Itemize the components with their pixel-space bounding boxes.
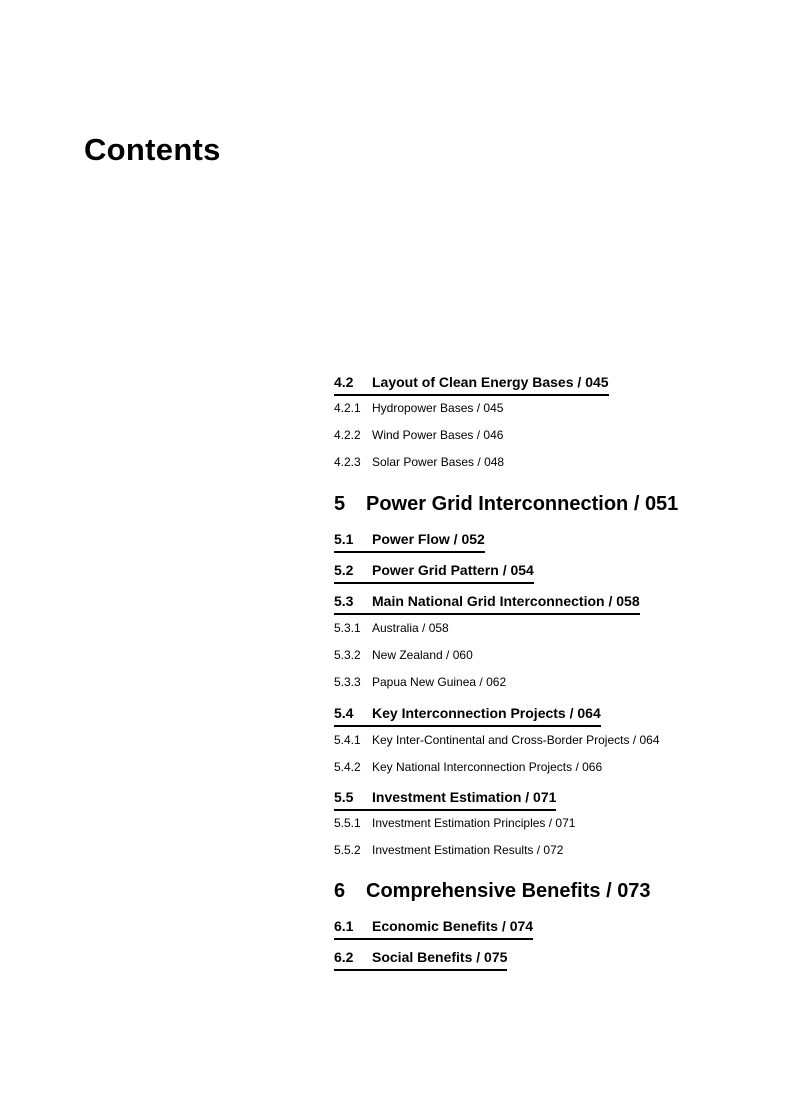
toc-entry-5-5-1: [334, 816, 575, 830]
toc-entry-number: 5.5.1: [334, 816, 361, 830]
toc-entry-number: 4.2.1: [334, 401, 361, 415]
toc-separator: /: [629, 733, 640, 747]
toc-entry-number: 4.2.2: [334, 428, 361, 442]
toc-entry-label: New Zealand: [372, 648, 443, 662]
toc-entry-label: Wind Power Bases: [372, 428, 474, 442]
toc-entry-page: 075: [484, 949, 508, 965]
toc-entry-page: 066: [582, 760, 603, 774]
toc-entry-page: 071: [555, 816, 576, 830]
toc-entry-label: Investment Estimation Principles: [372, 816, 546, 830]
toc-entry-label: Layout of Clean Energy Bases: [372, 374, 574, 390]
toc-separator: /: [573, 374, 586, 390]
toc-separator: /: [418, 621, 429, 635]
toc-entry-page: 054: [510, 562, 534, 578]
toc-entry-number: 6.2: [334, 949, 354, 965]
toc-entry-label: Economic Benefits: [372, 918, 499, 934]
toc-entry-5-2: [334, 562, 534, 584]
toc-entry-label: Hydropower Bases: [372, 401, 474, 415]
toc-entry-5-4-2: [334, 760, 602, 774]
toc-entry-label: Social Benefits: [372, 949, 473, 965]
toc-entry-5-3-3: [334, 675, 506, 689]
toc-entry-5-5-2: [334, 843, 563, 857]
toc-entry-number: 5.1: [334, 531, 354, 547]
toc-entry-number: 5.5.2: [334, 843, 361, 857]
toc-entry-number: 5.3.3: [334, 675, 361, 689]
toc-separator: /: [565, 705, 578, 721]
toc-entry-label: Investment Estimation Results: [372, 843, 534, 857]
toc-entry-page: 071: [533, 789, 557, 805]
toc-separator: /: [442, 648, 453, 662]
toc-chapter-6: [334, 879, 651, 903]
toc-entry-5-3: [334, 593, 640, 615]
toc-entry-label: Papua New Guinea: [372, 675, 477, 689]
toc-separator: /: [572, 760, 583, 774]
toc-entry-label: Key National Interconnection Projects: [372, 760, 573, 774]
toc-entry-5-4: [334, 705, 601, 727]
toc-entry-4-2-2: [334, 428, 503, 442]
toc-entry-page: 073: [617, 880, 651, 902]
toc-entry-label: Comprehensive Benefits: [366, 880, 601, 902]
toc-entry-page: 064: [577, 705, 601, 721]
toc-separator: /: [473, 428, 484, 442]
toc-entry-number: 5.5: [334, 789, 354, 805]
toc-entry-number: 5.4.2: [334, 760, 361, 774]
toc-entry-5-4-1: [334, 733, 660, 747]
table-of-contents: [334, 0, 793, 1100]
toc-separator: /: [521, 789, 534, 805]
toc-separator: /: [628, 493, 645, 515]
toc-entry-page: 074: [509, 918, 534, 934]
toc-entry-5-1: [334, 531, 485, 553]
toc-entry-label: Key Interconnection Projects: [372, 705, 566, 721]
toc-entry-number: 4.2: [334, 374, 354, 390]
toc-entry-page: 045: [585, 374, 609, 390]
toc-entry-page: 064: [639, 733, 660, 747]
toc-separator: /: [604, 593, 617, 609]
toc-separator: /: [600, 880, 618, 902]
toc-entry-page: 060: [452, 648, 473, 662]
toc-entry-page: 062: [486, 675, 507, 689]
toc-entry-label: Power Flow: [372, 531, 450, 547]
toc-entry-4-2-3: [334, 455, 504, 469]
toc-entry-number: 5.3: [334, 593, 354, 609]
toc-separator: /: [476, 675, 487, 689]
toc-entry-number: 6: [334, 880, 346, 902]
toc-separator: /: [498, 918, 510, 934]
toc-entry-number: 5.3.2: [334, 648, 361, 662]
toc-entry-4-2: [334, 374, 609, 396]
toc-separator: /: [545, 816, 556, 830]
toc-entry-page: 058: [616, 593, 640, 609]
page-title: Contents: [84, 132, 221, 167]
toc-entry-page: 072: [543, 843, 564, 857]
toc-entry-4-2-1: [334, 401, 503, 415]
toc-entry-number: 5.4: [334, 705, 354, 721]
toc-entry-number: 5: [334, 493, 346, 515]
toc-entry-5-3-2: [334, 648, 473, 662]
toc-entry-label: Main National Grid Interconnection: [372, 593, 605, 609]
toc-entry-number: 5.4.1: [334, 733, 361, 747]
toc-separator: /: [449, 531, 462, 547]
toc-entry-label: Solar Power Bases: [372, 455, 475, 469]
toc-entry-page: 048: [484, 455, 505, 469]
toc-entry-page: 052: [461, 531, 485, 547]
toc-separator: /: [473, 401, 484, 415]
toc-entry-number: 6.1: [334, 918, 354, 934]
toc-entry-number: 5.2: [334, 562, 354, 578]
toc-entry-5-5: [334, 789, 556, 811]
toc-separator: /: [533, 843, 544, 857]
toc-separator: /: [498, 562, 511, 578]
toc-entry-label: Investment Estimation: [372, 789, 522, 805]
toc-entry-label: Key Inter-Continental and Cross-Border Projects: [372, 733, 630, 747]
toc-entry-number: 5.3.1: [334, 621, 361, 635]
toc-entry-label: Australia: [372, 621, 419, 635]
toc-entry-page: 058: [428, 621, 449, 635]
toc-entry-page: 046: [483, 428, 504, 442]
toc-entry-page: 045: [483, 401, 504, 415]
toc-entry-label: Power Grid Pattern: [372, 562, 499, 578]
toc-chapter-5: [334, 492, 678, 516]
toc-entry-5-3-1: [334, 621, 449, 635]
toc-separator: /: [472, 949, 485, 965]
toc-entry-6-2: [334, 949, 507, 971]
toc-separator: /: [474, 455, 485, 469]
toc-entry-label: Power Grid Interconnection: [366, 493, 629, 515]
toc-entry-page: 051: [644, 493, 679, 515]
toc-entry-6-1: [334, 918, 533, 940]
toc-entry-number: 4.2.3: [334, 455, 361, 469]
